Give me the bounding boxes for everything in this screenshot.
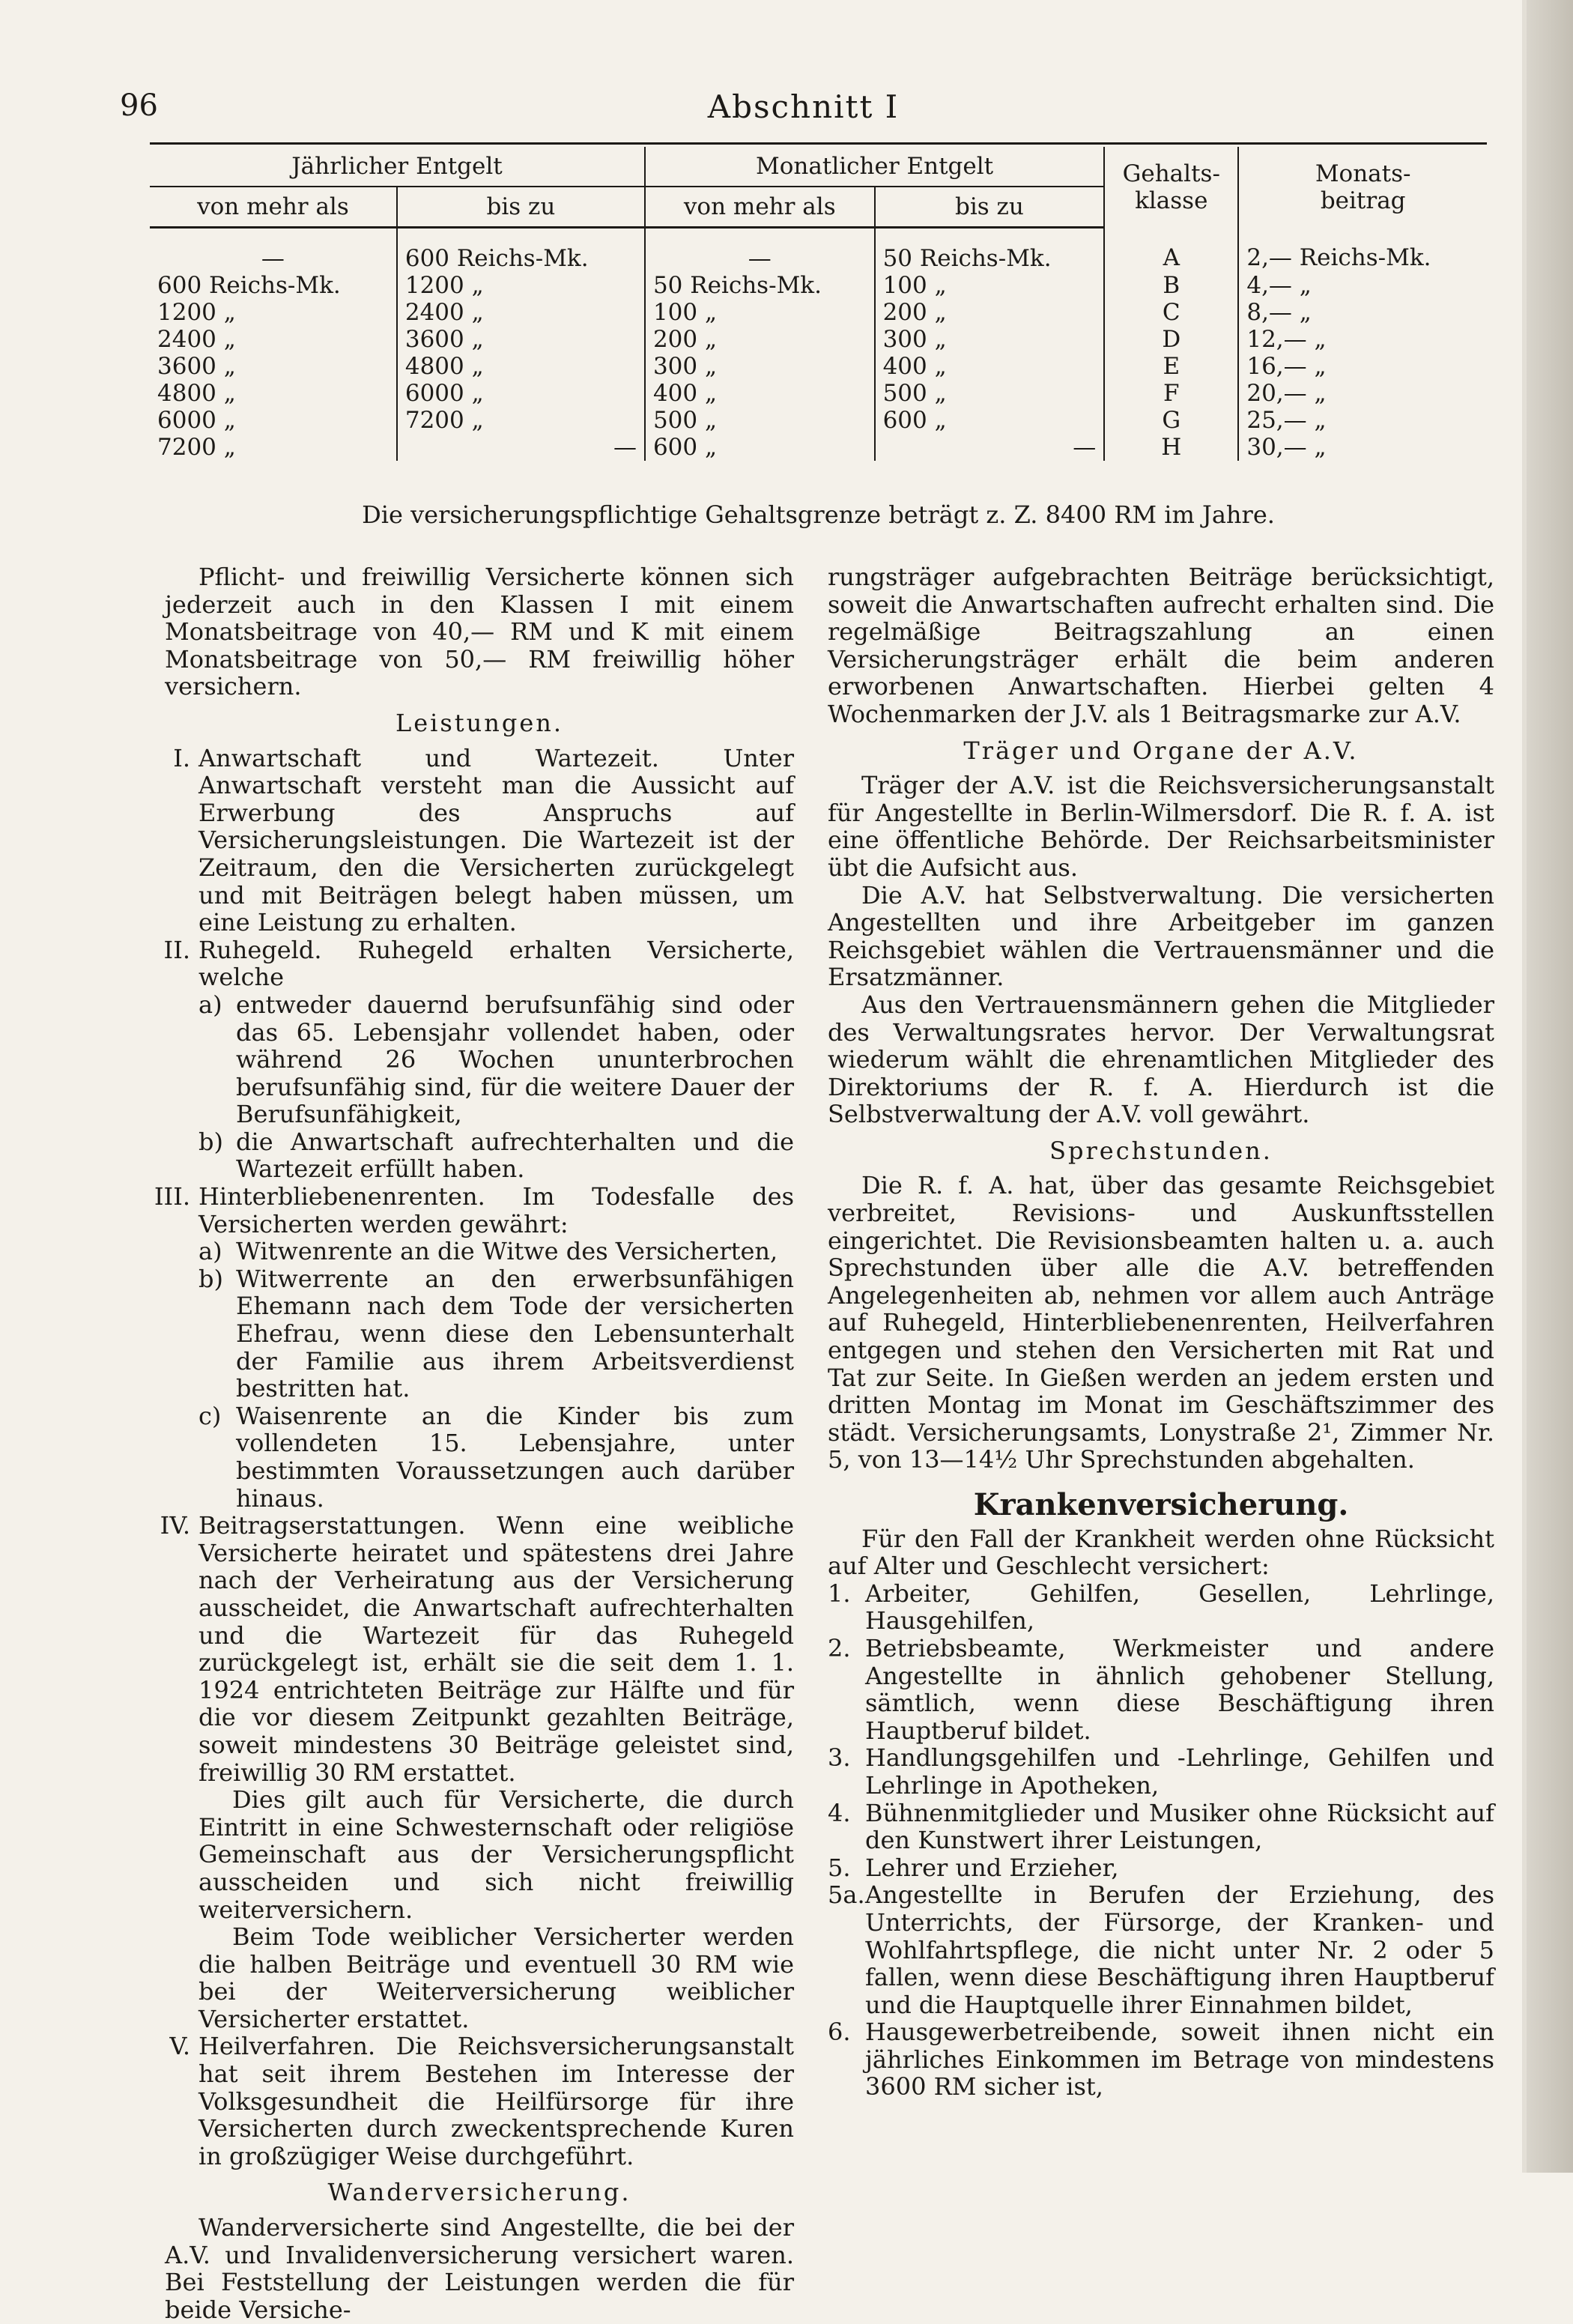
traeger-paragraph: Träger der A.V. ist die Reichsversicherungsanstalt für Angestellte in Berlin-Wilmersdorf. Die R. f. A. ist eine öffentliche Behörde. Der Reichsarbeitsminister übt die Aufsicht aus. bbox=[828, 771, 1494, 882]
monthly-from-cell: 300 „ bbox=[645, 353, 875, 380]
book-binding-edge bbox=[1527, 0, 1573, 2173]
yearly-to-cell: 3600 „ bbox=[397, 326, 645, 353]
yearly-from-cell: 1200 „ bbox=[150, 299, 397, 326]
sprechstunden-heading: Sprechstunden. bbox=[1049, 1136, 1273, 1165]
sprechstunden-paragraph: Die R. f. A. hat, über das gesamte Reichsgebiet verbreitet, Revisions- und Auskunftsstellen eingerichtet. Die Revisionsbeamten halten u. a. auch Sprechstunden über alle die A.V. betreffenden Angelegenheiten ab, nehmen vor allem auch Anträge auf Ruhegeld, Hinterbliebenenrenten, Heilverfahren entgegen und stehen den Versicherten mit Rat und Tat zur Seite. In Gießen werden an jedem ersten und dritten Montag im Monat im Geschäftszimmer des städt. Versicherungsamts, Lonystraße 2¹, Zimmer Nr. 5, von 13—14½ Uhr Sprechstunden abgehalten. bbox=[828, 1171, 1494, 1474]
class-cell: D bbox=[1104, 326, 1238, 353]
krankenversicherung-intro: Für den Fall der Krankheit werden ohne Rücksicht auf Alter und Geschlecht versichert: bbox=[828, 1524, 1494, 1581]
monthly-to-cell: — bbox=[875, 434, 1105, 461]
list-item-text: Handlungsgehilfen und -Lehrlinge, Gehilfen und Lehrlinge in Apotheken, bbox=[865, 1743, 1494, 1800]
item-number: V. bbox=[169, 2032, 190, 2061]
item-paragraph: Dies gilt auch für Versicherte, die durch Eintritt in eine Schwesternschaft oder religiöse Gemeinschaft aus der Versicherungspflicht ausscheiden und sich nicht freiwillig weiterversichern. bbox=[198, 1785, 794, 1924]
contribution-cell: 20,— „ bbox=[1246, 380, 1327, 407]
sub-text: entweder dauernd berufsunfähig sind oder das 65. Lebensjahr vollendet haben, oder während 26 Wochen ununterbrochen berufsunfähig sind, für die weitere Dauer der Berufsunfähigkeit, bbox=[236, 990, 794, 1129]
sub-label: a) bbox=[198, 990, 222, 1019]
monthly-from-cell: 50 Reichs-Mk. bbox=[645, 272, 875, 299]
yearly-to-cell: 1200 „ bbox=[397, 272, 645, 299]
list-item bbox=[828, 1635, 1494, 1744]
monthly-to-cell: 600 „ bbox=[875, 407, 1105, 434]
sub-item-a bbox=[198, 1238, 794, 1265]
page-header bbox=[120, 88, 1487, 133]
salary-table bbox=[150, 147, 1487, 461]
sub-text: Witwerrente an den erwerbsunfähigen Ehemann nach dem Tode der versicherten Ehefrau, wenn diese den Lebensunterhalt der Familie aus ihrem Arbeitsverdienst bestritten hat. bbox=[236, 1264, 794, 1403]
sub-label: b) bbox=[198, 1127, 223, 1156]
monthly-from-cell: 100 „ bbox=[645, 299, 875, 326]
yearly-to-cell: 2400 „ bbox=[397, 299, 645, 326]
list-item-label: 3. bbox=[828, 1743, 851, 1773]
contribution-cell: 4,— „ bbox=[1246, 272, 1312, 299]
right-column bbox=[828, 563, 1494, 2101]
list-item bbox=[828, 2018, 1494, 2101]
sub-label: a) bbox=[198, 1237, 222, 1266]
monthly-to-cell: 300 „ bbox=[875, 326, 1105, 353]
sub-text: Witwenrente an die Witwe des Versicherten, bbox=[236, 1237, 778, 1266]
yearly-to-cell: 600 Reichs-Mk. bbox=[397, 228, 645, 273]
list-item-label: 2. bbox=[828, 1633, 851, 1662]
item-iv bbox=[160, 1511, 794, 2033]
contribution-header: Monats- beitrag bbox=[1315, 160, 1411, 214]
list-item bbox=[828, 1800, 1494, 1854]
traeger-paragraph: Die A.V. hat Selbstverwaltung. Die versicherten Angestellten und ihre Arbeitgeber im ganzen Reichsgebiet wählen die Vertrauensmänner und die Ersatzmänner. bbox=[828, 880, 1494, 992]
yearly-from-cell: 3600 „ bbox=[150, 353, 397, 380]
item-number: I. bbox=[173, 743, 190, 772]
table-row bbox=[150, 434, 1487, 461]
list-item-text: Lehrer und Erzieher, bbox=[865, 1853, 1119, 1882]
sub-item-c bbox=[198, 1402, 794, 1512]
sub-item-b bbox=[198, 1265, 794, 1402]
monthly-to-cell: 400 „ bbox=[875, 353, 1105, 380]
yearly-to-cell: 7200 „ bbox=[397, 407, 645, 434]
contribution-cell: 12,— „ bbox=[1246, 326, 1327, 353]
table-row bbox=[150, 380, 1487, 407]
monthly-from-cell: 500 „ bbox=[645, 407, 875, 434]
continued-paragraph: rungsträger aufgebrachten Beiträge berücksichtigt, soweit die Anwartschaften aufrecht erhalten sind. Die regelmäßige Beitragszahlung an einen Versicherungsträger erhält die beim anderen erworbenen Anwartschaften. Hierbei gelten 4 Wochenmarken der J.V. als 1 Beitragsmarke zur A.V. bbox=[828, 563, 1494, 728]
list-item-label: 5a. bbox=[828, 1880, 865, 1910]
monthly-to-cell: 200 „ bbox=[875, 299, 1105, 326]
yearly-from-cell: — bbox=[150, 228, 397, 273]
class-cell: H bbox=[1104, 434, 1238, 461]
list-item bbox=[828, 1881, 1494, 2018]
class-cell: A bbox=[1104, 228, 1238, 273]
sub-label: b) bbox=[198, 1264, 223, 1293]
list-item-label: 4. bbox=[828, 1798, 851, 1827]
class-cell: C bbox=[1104, 299, 1238, 326]
yearly-group-header: Jährlicher Entgelt bbox=[150, 147, 645, 187]
item-paragraph: Beim Tode weiblicher Versicherter werden die halben Beiträge und eventuell 30 RM wie bei der Weiterversicherung weiblicher Versicherter erstattet. bbox=[198, 1922, 794, 2033]
class-cell: G bbox=[1104, 407, 1238, 434]
monthly-from-cell: — bbox=[645, 228, 875, 273]
monthly-from-cell: 600 „ bbox=[645, 434, 875, 461]
list-item-text: Arbeiter, Gehilfen, Gesellen, Lehrlinge, Hausgehilfen, bbox=[865, 1579, 1494, 1635]
list-item bbox=[828, 1580, 1494, 1635]
left-column bbox=[154, 563, 794, 2324]
krankenversicherung-heading: Krankenversicherung. bbox=[973, 1487, 1349, 1522]
monthly-from-cell: 200 „ bbox=[645, 326, 875, 353]
list-item-text: Hausgewerbetreibende, soweit ihnen nicht ein jährliches Einkommen im Betrage von mindestens 3600 RM sicher ist, bbox=[865, 2018, 1494, 2101]
table-row bbox=[150, 299, 1487, 326]
wanderversicherung-heading: Wanderversicherung. bbox=[327, 2178, 631, 2207]
yearly-from-cell: 7200 „ bbox=[150, 434, 397, 461]
monthly-to-cell: 50 Reichs-Mk. bbox=[875, 228, 1105, 273]
monthly-from-header: von mehr als bbox=[645, 187, 875, 228]
yearly-from-cell: 4800 „ bbox=[150, 380, 397, 407]
monthly-from-cell: 400 „ bbox=[645, 380, 875, 407]
header-rule bbox=[150, 142, 1487, 145]
contribution-cell: 8,— „ bbox=[1246, 299, 1312, 326]
monthly-to-header: bis zu bbox=[875, 187, 1105, 228]
monthly-to-cell: 500 „ bbox=[875, 380, 1105, 407]
item-text: Ruhegeld. Ruhegeld erhalten Versicherte, welche bbox=[198, 935, 794, 992]
yearly-from-cell: 600 Reichs-Mk. bbox=[150, 272, 397, 299]
sub-item-b bbox=[198, 1128, 794, 1183]
list-item-label: 6. bbox=[828, 2018, 851, 2047]
yearly-from-header: von mehr als bbox=[150, 187, 397, 228]
sub-item-a bbox=[198, 991, 794, 1128]
contribution-cell: 25,— „ bbox=[1246, 407, 1327, 434]
traeger-paragraph: Aus den Vertrauensmännern gehen die Mitglieder des Verwaltungsrates hervor. Der Verwaltungsrat wiederum wählt die ehrenamtlichen Mitglieder des Direktoriums der R. f. A. Hierdurch ist die Selbstverwaltung der A.V. voll gewährt. bbox=[828, 990, 1494, 1129]
section-title: Abschnitt I bbox=[707, 88, 900, 125]
intro-paragraph: Pflicht- und freiwillig Versicherte können sich jederzeit auch in den Klassen I mit einem Monatsbeitrage von 40,— RM und K mit einem Monatsbeitrage von 50,— RM freiwillig höher versichern. bbox=[165, 563, 794, 701]
sub-label: c) bbox=[198, 1401, 222, 1430]
item-text: Heilverfahren. Die Reichsversicherungsanstalt hat seit ihrem Bestehen im Interesse der Volksgesundheit die Heilfürsorge für ihre Versicherten durch zweckentsprechende Kuren in großzügiger Weise durchgeführt. bbox=[198, 2032, 794, 2170]
yearly-from-cell: 6000 „ bbox=[150, 407, 397, 434]
class-header: Gehalts- klasse bbox=[1104, 147, 1238, 228]
table-row bbox=[150, 407, 1487, 434]
list-item bbox=[828, 1744, 1494, 1799]
wanderversicherung-paragraph: Wanderversicherte sind Angestellte, die bei der A.V. und Invalidenversicherung versichert waren. Bei Feststellung der Leistungen werden die für beide Versiche- bbox=[165, 2213, 794, 2324]
item-ii bbox=[165, 936, 794, 1183]
table-row bbox=[150, 228, 1487, 273]
table-row bbox=[150, 272, 1487, 299]
traeger-heading: Träger und Organe der A.V. bbox=[963, 736, 1359, 765]
item-text: Anwartschaft und Wartezeit. Unter Anwartschaft versteht man die Aussicht auf Erwerbung des Anspruchs auf Versicherungsleistungen. Die Wartezeit ist der Zeitraum, den die Versicherten zurückgelegt und mit Beiträgen belegt haben müssen, um eine Leistung zu erhalten. bbox=[198, 743, 794, 937]
list-item bbox=[828, 1854, 1494, 1882]
item-text: Beitragserstattungen. Wenn eine weibliche Versicherte heiratet und spätestens drei Jahre nach der Verheiratung aus der Versicherung ausscheidet, die Anwartschaft aufrechterhalten und die Wartezeit für das Ruhegeld zurückgelegt ist, erhält sie die seit dem 1. 1. 1924 entrichteten Beiträge zur Hälfte und für die vor diesem Zeitpunkt gezahlten Beiträge, soweit mindestens 30 Beiträge geleistet sind, freiwillig 30 RM erstattet. bbox=[198, 1511, 794, 1787]
leistungen-heading: Leistungen. bbox=[395, 708, 564, 737]
class-cell: E bbox=[1104, 353, 1238, 380]
list-item-text: Betriebsbeamte, Werkmeister und andere Angestellte in ähnlich gehobener Stellung, sämtlich, wenn diese Beschäftigung ihren Hauptberuf bildet. bbox=[865, 1633, 1494, 1745]
contribution-cell: 16,— „ bbox=[1246, 353, 1327, 380]
list-item-label: 1. bbox=[828, 1579, 851, 1608]
yearly-to-cell: 6000 „ bbox=[397, 380, 645, 407]
yearly-to-cell: — bbox=[397, 434, 645, 461]
class-cell: B bbox=[1104, 272, 1238, 299]
monthly-to-cell: 100 „ bbox=[875, 272, 1105, 299]
list-item-label: 5. bbox=[828, 1853, 851, 1882]
item-iii bbox=[154, 1182, 794, 1513]
sub-text: Waisenrente an die Kinder bis zum vollendeten 15. Lebensjahre, unter bestimmten Voraussetzungen auch darüber hinaus. bbox=[236, 1401, 794, 1513]
item-number: IV. bbox=[160, 1511, 190, 1540]
item-text: Hinterbliebenenrenten. Im Todesfalle des Versicherten werden gewährt: bbox=[198, 1182, 794, 1238]
list-item-text: Bühnenmitglieder und Musiker ohne Rücksicht auf den Kunstwert ihrer Leistungen, bbox=[865, 1798, 1494, 1855]
table-row bbox=[150, 326, 1487, 353]
contribution-cell: 2,— Reichs-Mk. bbox=[1246, 244, 1431, 272]
item-number: III. bbox=[154, 1182, 190, 1211]
sub-text: die Anwartschaft aufrechterhalten und die Wartezeit erfüllt haben. bbox=[236, 1127, 794, 1184]
contribution-cell: 30,— „ bbox=[1246, 434, 1327, 461]
page-number: 96 bbox=[120, 88, 158, 123]
item-v bbox=[165, 2033, 794, 2170]
table-row bbox=[150, 353, 1487, 380]
item-number: II. bbox=[163, 935, 190, 964]
item-i bbox=[165, 745, 794, 936]
monthly-group-header: Monatlicher Entgelt bbox=[645, 147, 1104, 187]
class-cell: F bbox=[1104, 380, 1238, 407]
yearly-from-cell: 2400 „ bbox=[150, 326, 397, 353]
list-item-text: Angestellte in Berufen der Erziehung, des Unterrichts, der Fürsorge, der Kranken- und Wohlfahrtspflege, die nicht unter Nr. 2 oder 5 fallen, wenn diese Beschäftigung ihren Hauptberuf und die Hauptquelle ihrer Einnahmen bildet, bbox=[865, 1880, 1494, 2019]
salary-limit-note: Die versicherungspflichtige Gehaltsgrenze beträgt z. Z. 8400 RM im Jahre. bbox=[362, 500, 1275, 529]
yearly-to-cell: 4800 „ bbox=[397, 353, 645, 380]
yearly-to-header: bis zu bbox=[397, 187, 645, 228]
